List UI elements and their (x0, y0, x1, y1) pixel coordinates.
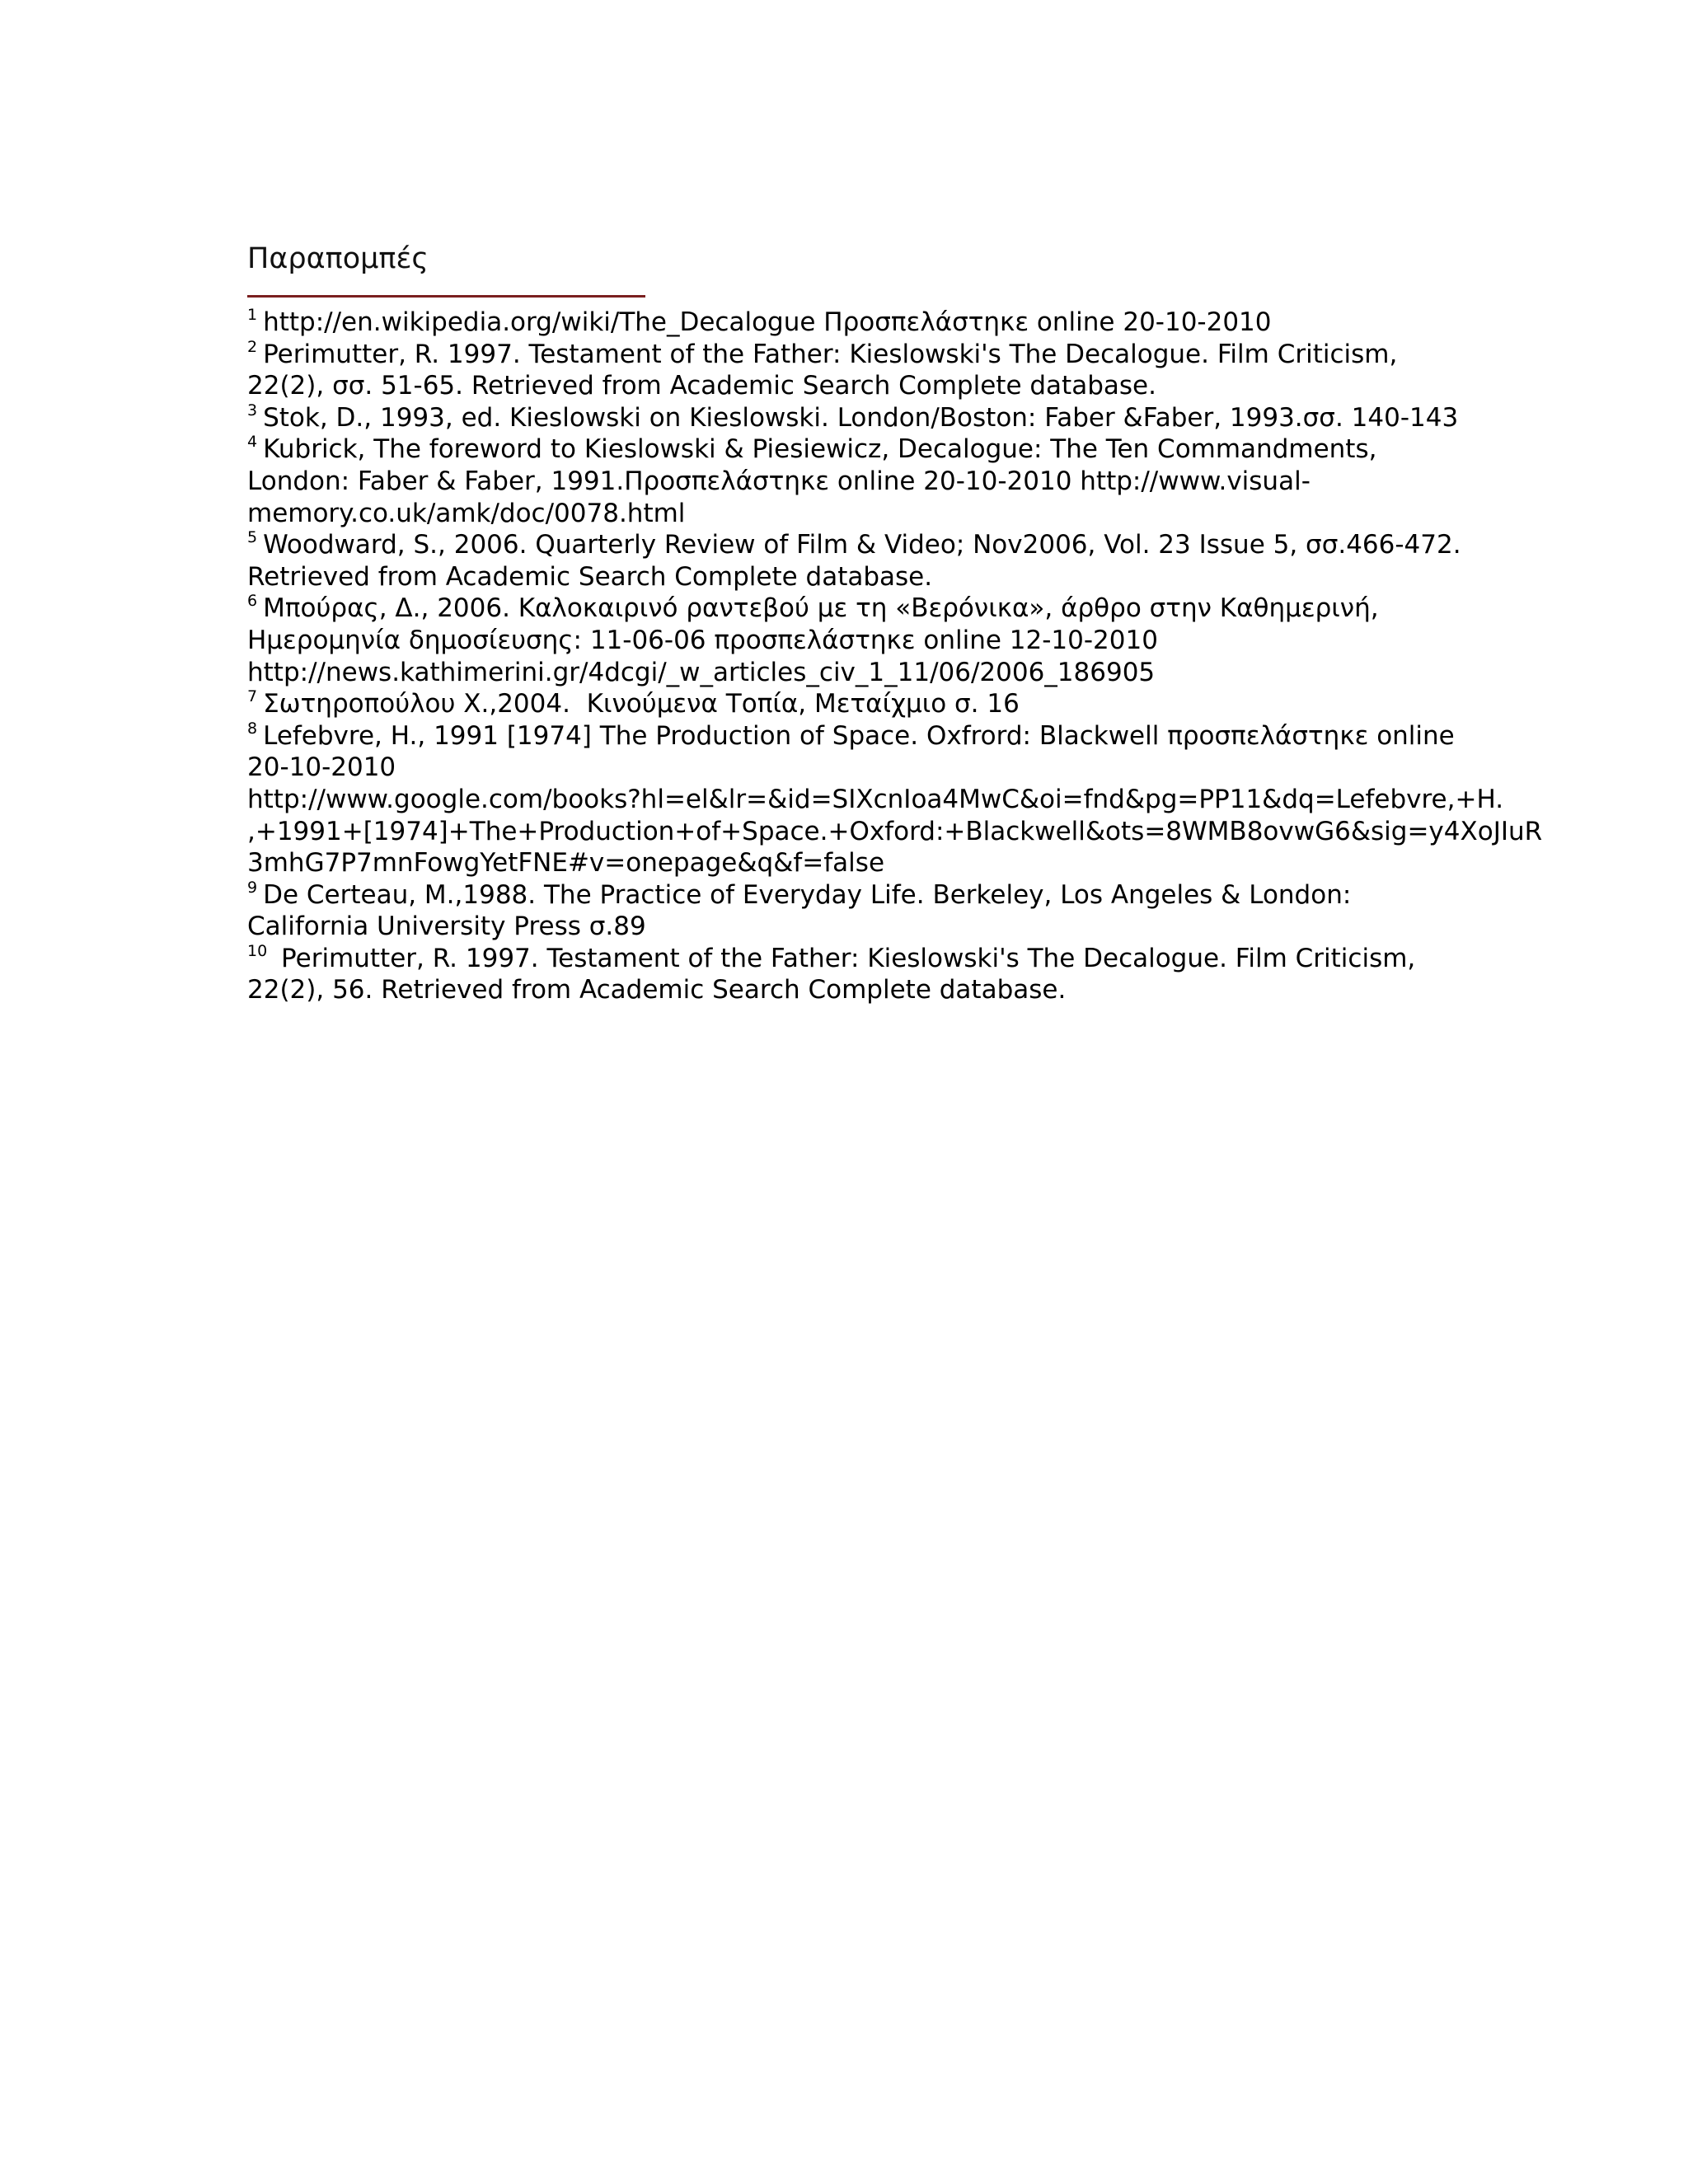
footnote-number: 10 (247, 941, 268, 960)
footnote-text: California University Press σ.89 (247, 912, 646, 942)
footnote-8 (247, 719, 1543, 879)
footnote-9 (247, 879, 1451, 943)
footnote-text: De Certeau, M.,1988. The Practice of Everyday Life. Berkeley, Los Angeles & London: (263, 879, 1352, 910)
footnote-text: London: Faber & Faber, 1991.Προσπελάστηκε online 20-10-2010 http://www.visual- (247, 466, 1311, 496)
footnote-list (247, 306, 1543, 1006)
footnote-6 (247, 593, 1451, 688)
footnote-text: 20-10-2010 (247, 752, 396, 783)
footnote-line (247, 719, 1455, 752)
footnote-number: 3 (247, 401, 258, 419)
footnote-line (247, 401, 1459, 434)
footnote-text: Σωτηροπούλου Χ.,2004. Κινούμενα Τοπία, Μεταίχμιο σ. 16 (263, 689, 1020, 719)
footnote-line (247, 816, 1543, 848)
footnote-line (247, 657, 1451, 689)
footnote-line (247, 688, 1451, 720)
footnote-number: 8 (247, 719, 258, 738)
footnote-line (247, 434, 1451, 466)
footnote-text: Stok, D., 1993, ed. Kieslowski on Kieslowski. London/Boston: Faber &Faber, 1993.σσ. 140-143 (263, 402, 1459, 433)
footnote-text: http://www.google.com/books?hl=el&lr=&id=SIXcnIoa4MwC&oi=fnd&pg=PP11&dq=Lefebvre,+H. (247, 784, 1504, 814)
footnote-line (247, 625, 1451, 657)
footnote-text: Perimutter, R. 1997. Testament of the Father: Kieslowski's The Decalogue. Film Criticism, (263, 339, 1398, 369)
footnote-number: 6 (247, 592, 258, 611)
footnote-5 (247, 528, 1461, 593)
footnote-text: 22(2), 56. Retrieved from Academic Search Complete database. (247, 975, 1067, 1005)
footnote-text: Woodward, S., 2006. Quarterly Review of Film & Video; Nov2006, Vol. 23 Issue 5, σσ.466-472. (263, 530, 1461, 560)
footnote-line (247, 561, 1451, 593)
footnote-3 (247, 401, 1459, 434)
footnote-text: 22(2), σσ. 51-65. Retrieved from Academic Search Complete database. (247, 371, 1156, 401)
footnote-text: Kubrick, The foreword to Kieslowski & Piesiewicz, Decalogue: The Ten Commandments, (263, 434, 1377, 465)
section-title: Παραπομπές (247, 242, 429, 275)
footnote-separator (247, 295, 645, 298)
footnote-line (247, 879, 1451, 912)
footnote-text: Perimutter, R. 1997. Testament of the Father: Kieslowski's The Decalogue. Film Criticism, (273, 943, 1416, 973)
footnote-text: Ημερομηνία δημοσίευσης: 11-06-06 προσπελάστηκε online 12-10-2010 (247, 625, 1158, 655)
footnote-line (247, 498, 1451, 530)
footnote-number: 4 (247, 433, 258, 452)
footnote-number: 2 (247, 337, 258, 356)
footnote-line (247, 307, 1451, 339)
footnote-line (247, 784, 1504, 816)
footnote-line (247, 593, 1451, 625)
footnote-text: http://news.kathimerini.gr/4dcgi/_w_articles_civ_1_11/06/2006_186905 (247, 657, 1156, 687)
footnote-line (247, 974, 1451, 1006)
footnote-1 (247, 307, 1451, 339)
footnote-text: Retrieved from Academic Search Complete database. (247, 561, 933, 592)
footnote-number: 7 (247, 687, 258, 706)
footnote-line (247, 339, 1451, 371)
footnote-text: Lefebvre, H., 1991 [1974] The Production of Space. Oxfrord: Blackwell προσπελάστηκε online (263, 720, 1455, 751)
footnote-line (247, 847, 1451, 879)
footnote-text: Μπούρας, Δ., 2006. Καλοκαιρινό ραντεβού με τη «Βερόνικα», άρθρο στην Καθημερινή, (263, 593, 1379, 624)
footnote-line (247, 370, 1451, 402)
footnote-line (247, 528, 1461, 561)
footnote-text: 3mhG7P7mnFowgYetFNE#v=onepage&q&f=false (247, 848, 885, 879)
footnote-text: memory.co.uk/amk/doc/0078.html (247, 498, 686, 528)
footnote-4 (247, 434, 1451, 529)
footnote-number: 9 (247, 878, 258, 897)
footnote-line (247, 943, 1451, 975)
footnote-number: 1 (247, 306, 258, 324)
footnote-line (247, 466, 1451, 498)
footnote-line (247, 752, 1451, 784)
footnote-10 (247, 943, 1451, 1006)
footnote-line (247, 911, 1451, 943)
footnote-number: 5 (247, 528, 258, 547)
footnote-2 (247, 339, 1451, 402)
footnote-text: http://en.wikipedia.org/wiki/The_Decalogue Προσπελάστηκε online 20-10-2010 (263, 307, 1272, 337)
footnote-7 (247, 688, 1451, 720)
footnote-text: ,+1991+[1974]+The+Production+of+Space.+Oxford:+Blackwell&ots=8WMB8ovwG6&sig=y4XoJIuR (247, 816, 1543, 846)
